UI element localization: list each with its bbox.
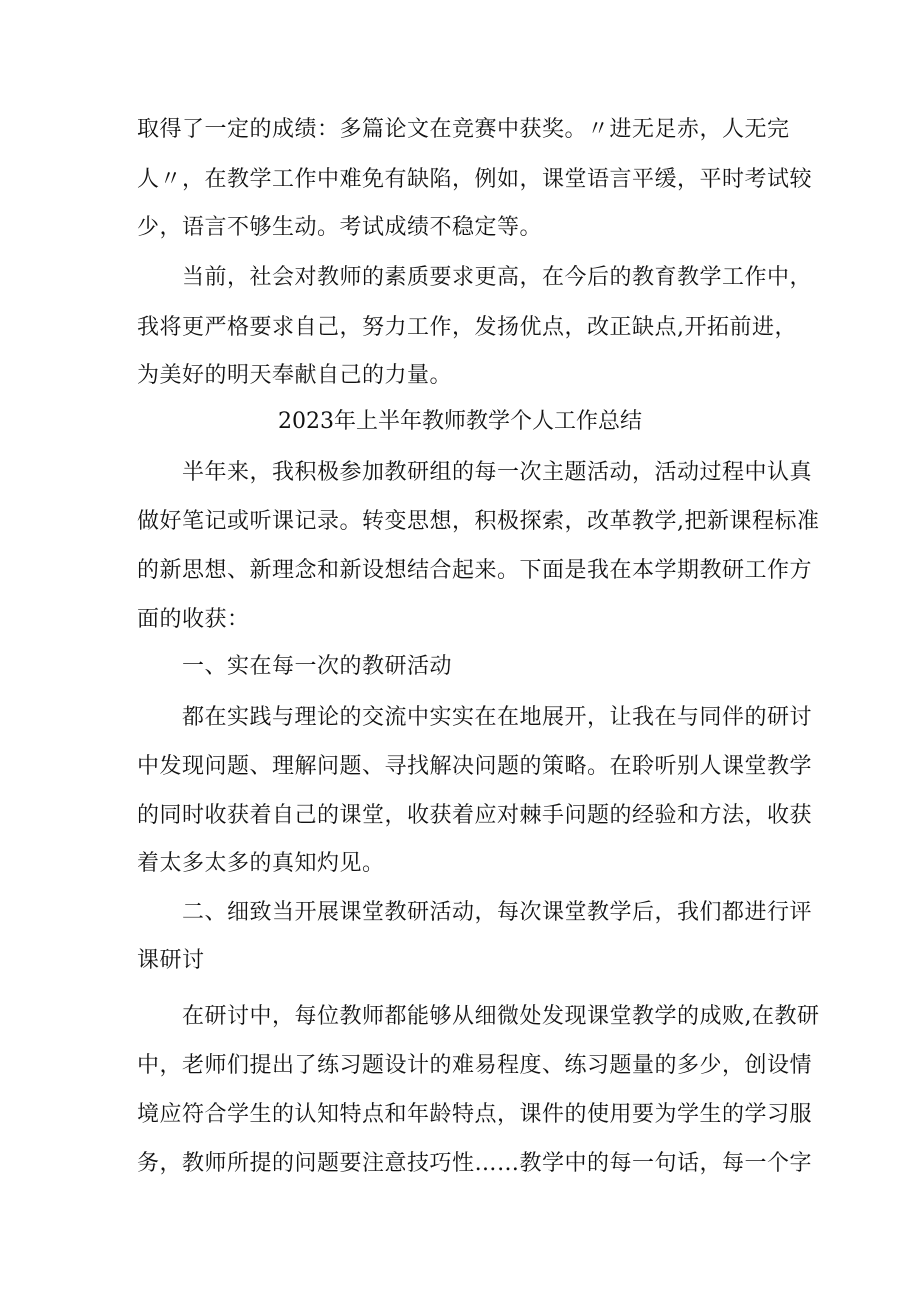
text-line: 我将更严格要求自己，努力工作，发扬优点，改正缺点,开拓前进， [137,315,797,340]
text-line: 人〃，在教学工作中难免有缺陷，例如，课堂语言平缓，平时考试较 [137,167,813,192]
subheading: 一、实在每一次的教研活动 [182,654,453,679]
text-line: 境应符合学生的认知特点和年龄特点，课件的使用要为学生的学习服 [137,1102,813,1127]
text-line: 做好笔记或听课记录。转变思想，积极探索，改革教学,把新课程标准 [137,509,820,534]
subheading: 二、细致当开展课堂教研活动，每次课堂教学后，我们都进行评 [182,900,813,925]
text-line: 半年来，我积极参加教研组的每一次主题活动，活动过程中认真 [182,460,813,485]
text-line: 中发现问题、理解问题、寻找解决问题的策略。在聆听别人课堂教学 [137,754,813,779]
text-line: 在研讨中，每位教师都能够从细微处发现课堂教学的成败,在教研 [182,1004,820,1029]
text-line: 少，语言不够生动。考试成绩不稳定等。 [137,215,543,240]
text-line: 面的收获： [137,607,250,632]
text-line: 中，老师们提出了练习题设计的难易程度、练习题量的多少，创设情 [137,1053,813,1078]
text-line: 当前，社会对教师的素质要求更高，在今后的教育教学工作中， [182,265,813,290]
text-line: 务，教师所提的问题要注意技巧性……教学中的每一句话，每一个字 [137,1151,813,1176]
text-line: 的新思想、新理念和新设想结合起来。下面是我在本学期教研工作方 [137,558,813,583]
text-line: 为美好的明天奉献自己的力量。 [137,363,453,388]
text-line: 的同时收获着自己的课堂，收获着应对棘手问题的经验和方法，收获 [137,803,813,828]
section-title: 2023年上半年教师教学个人工作总结 [278,409,642,434]
text-line: 都在实践与理论的交流中实实在在地展开，让我在与同伴的研讨 [182,705,813,730]
subheading: 课研讨 [137,948,205,973]
text-line: 取得了一定的成绩：多篇论文在竞赛中获奖。〃进无足赤，人无完 [137,117,790,142]
text-line: 着太多太多的真知灼见。 [137,851,385,876]
